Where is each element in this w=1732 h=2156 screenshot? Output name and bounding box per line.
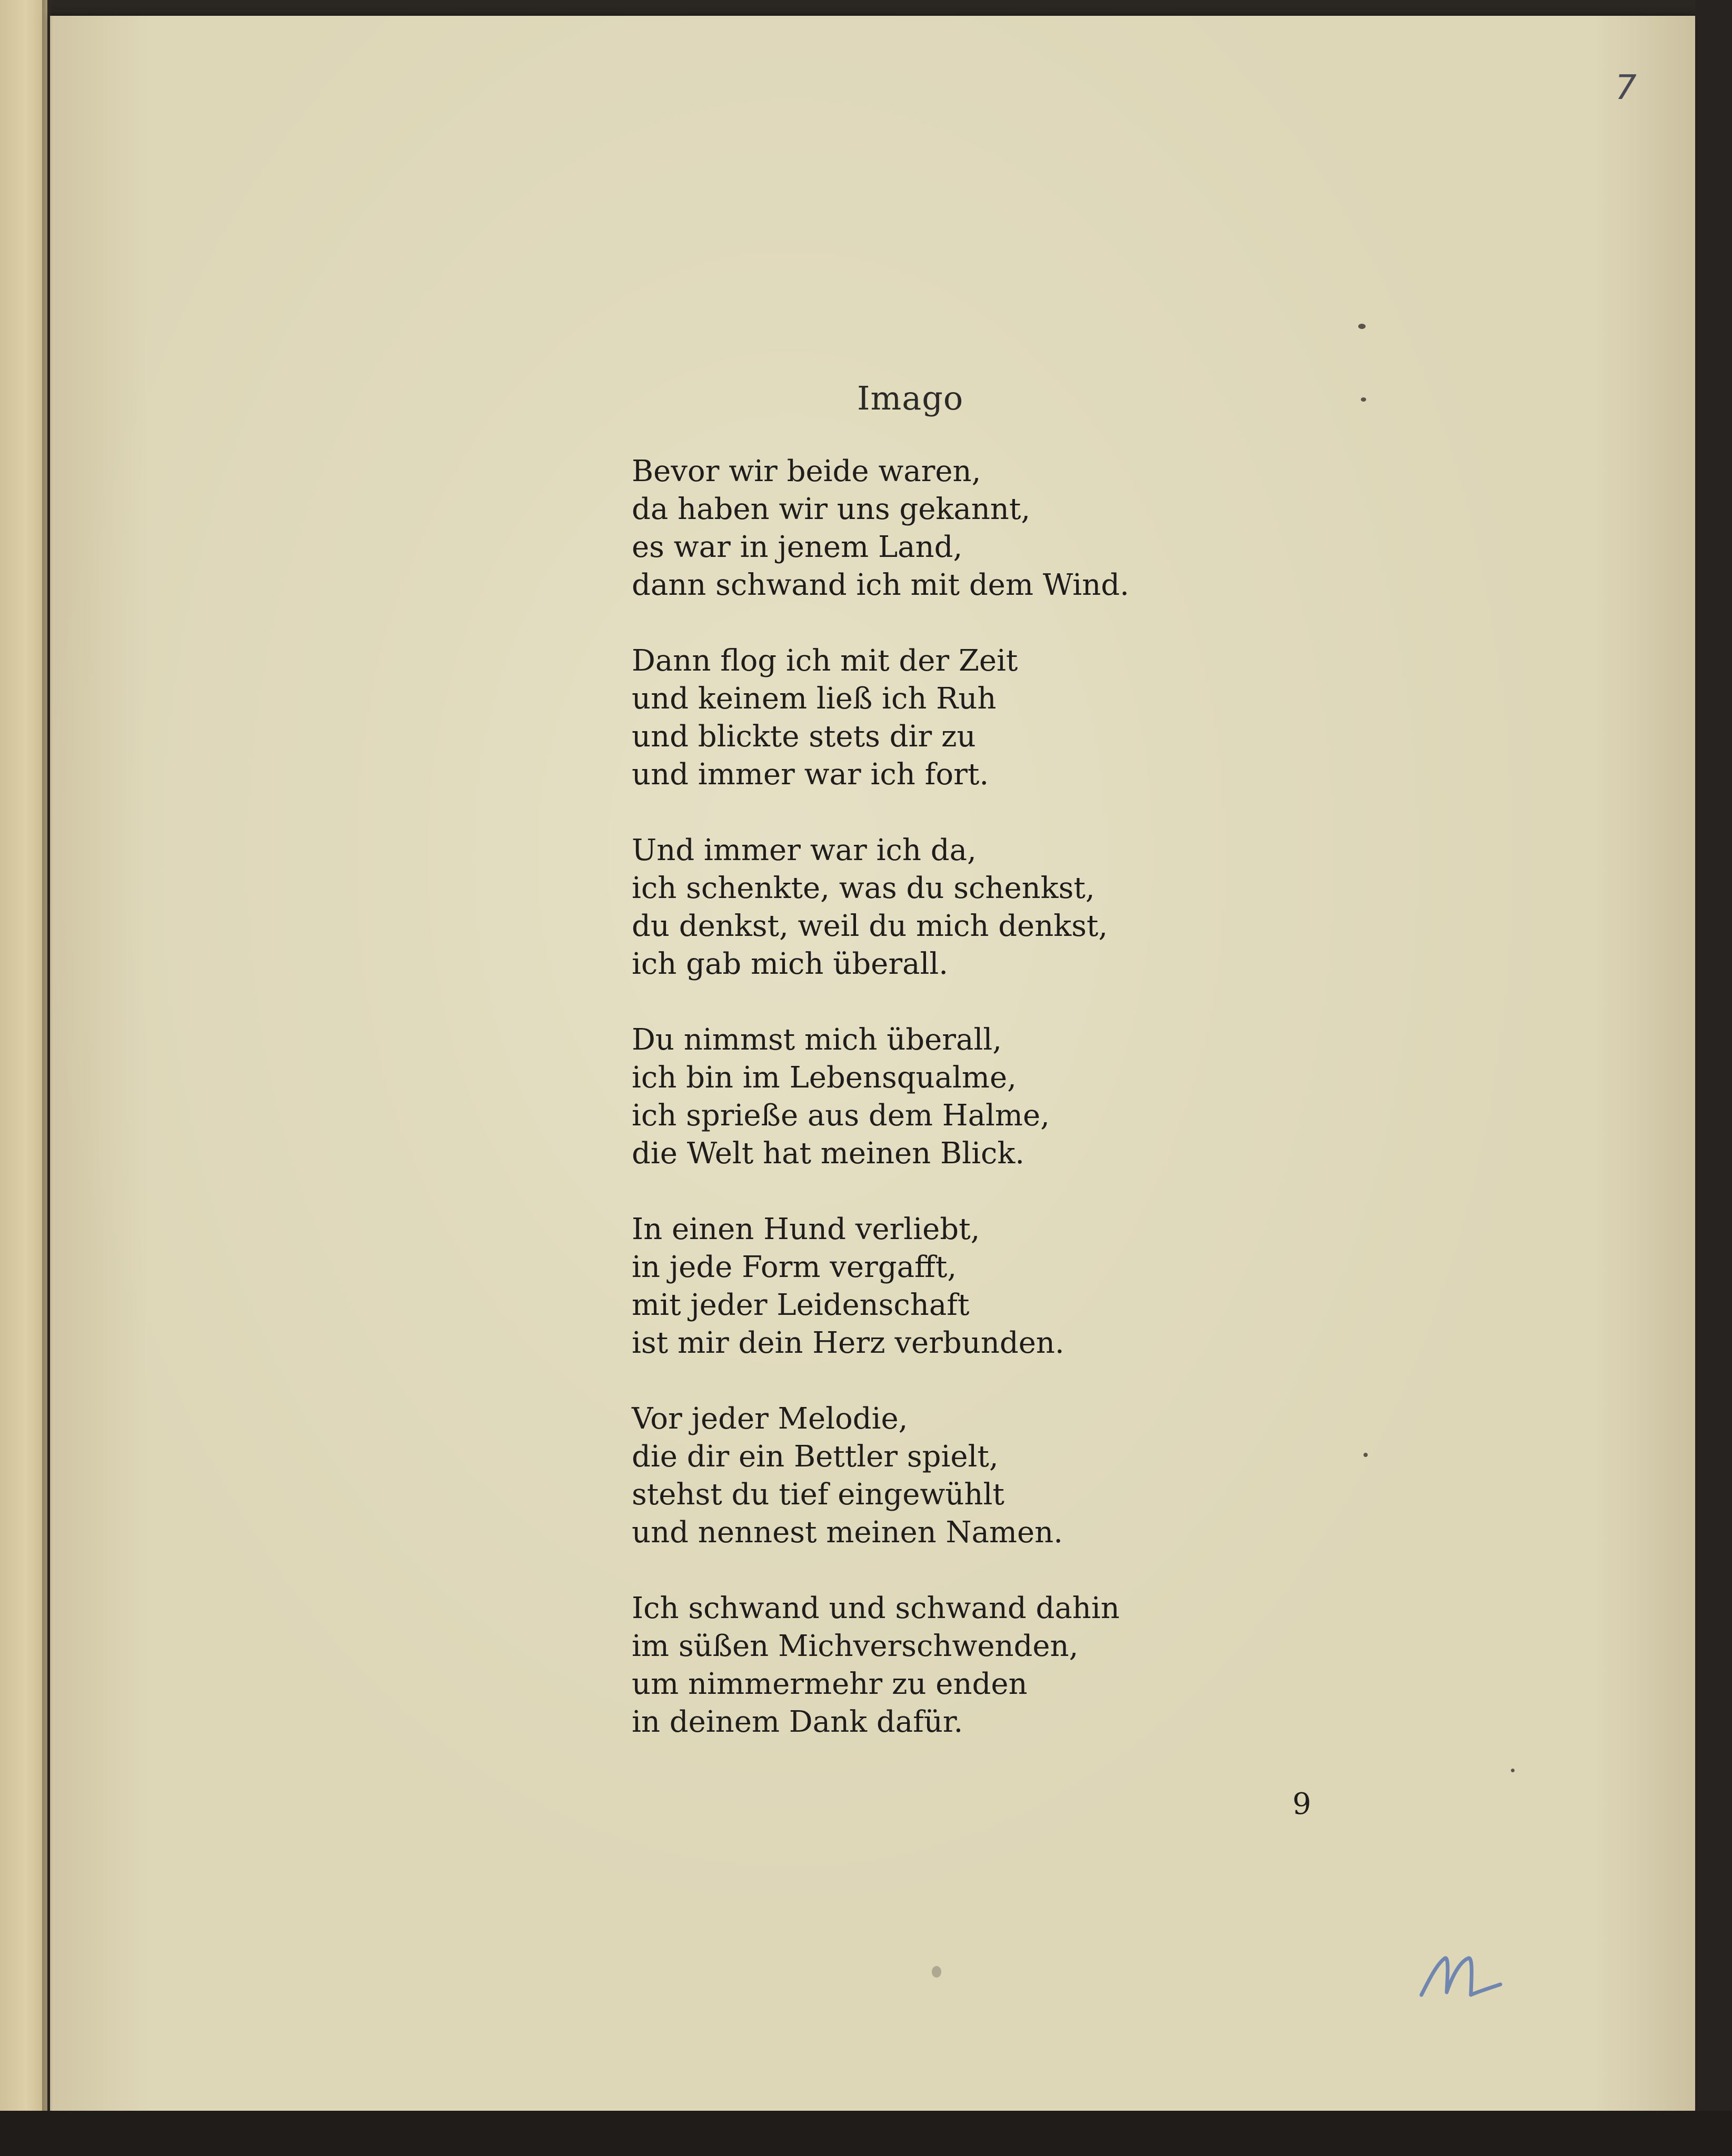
- page-number: 9: [1292, 1787, 1311, 1821]
- poem-line: und immer war ich fort.: [632, 757, 989, 792]
- poem-line: dann schwand ich mit dem Wind.: [632, 568, 1129, 602]
- stanza-2: [632, 642, 1184, 794]
- poem-line: Ich schwand und schwand dahin: [632, 1591, 1120, 1625]
- paper-speck: [932, 1966, 941, 1978]
- poem-body: [632, 453, 1184, 1779]
- poem-line: es war in jenem Land,: [632, 530, 963, 564]
- poem-line: im süßen Michverschwenden,: [632, 1629, 1079, 1663]
- poem-line: die Welt hat meinen Blick.: [632, 1136, 1025, 1171]
- stanza-7: [632, 1590, 1184, 1741]
- book-spine-edge: [0, 0, 47, 2156]
- poem-line: Du nimmst mich überall,: [632, 1023, 1002, 1057]
- poem-line: ich schenkte, was du schenkst,: [632, 871, 1095, 905]
- poem-line: in jede Form vergafft,: [632, 1250, 957, 1284]
- page-bottom-background: [0, 2111, 1732, 2156]
- poem-line: Dann flog ich mit der Zeit: [632, 644, 1018, 678]
- poem-line: und keinem ließ ich Ruh: [632, 682, 997, 716]
- stanza-5: [632, 1211, 1184, 1362]
- poem-line: und blickte stets dir zu: [632, 720, 976, 754]
- stanza-1: [632, 453, 1184, 604]
- paper-speck: [1358, 324, 1366, 329]
- paper-speck: [1361, 397, 1366, 402]
- poem-title: Imago: [857, 379, 964, 417]
- handwritten-folio-number: 7: [1615, 68, 1637, 107]
- poem-line: ich sprieße aus dem Halme,: [632, 1099, 1050, 1133]
- stanza-6: [632, 1400, 1184, 1552]
- paper-speck: [1511, 1769, 1515, 1772]
- poem-line: In einen Hund verliebt,: [632, 1212, 980, 1246]
- stanza-4: [632, 1021, 1184, 1173]
- poem-line: in deinem Dank dafür.: [632, 1705, 963, 1739]
- poem-line: und nennest meinen Namen.: [632, 1515, 1063, 1550]
- gutter-shadow: [42, 0, 53, 2156]
- poem-line: ich bin im Lebensqualme,: [632, 1061, 1017, 1095]
- pencil-mark-icon: [1416, 1942, 1506, 2005]
- poem-line: stehst du tief eingewühlt: [632, 1478, 1004, 1512]
- poem-line: Und immer war ich da,: [632, 833, 977, 867]
- page-right-background: [1695, 0, 1732, 2156]
- poem-line: die dir ein Bettler spielt,: [632, 1440, 999, 1474]
- poem-line: Bevor wir beide waren,: [632, 454, 981, 488]
- poem-line: Vor jeder Melodie,: [632, 1402, 908, 1436]
- poem-line: da haben wir uns gekannt,: [632, 492, 1031, 526]
- stanza-3: [632, 832, 1184, 983]
- poem-line: mit jeder Leidenschaft: [632, 1288, 970, 1322]
- paper-speck: [1363, 1453, 1368, 1457]
- poem-line: um nimmermehr zu enden: [632, 1667, 1028, 1701]
- poem-line: ich gab mich überall.: [632, 947, 949, 981]
- poem-line: du denkst, weil du mich denkst,: [632, 909, 1108, 943]
- poem-line: ist mir dein Herz verbunden.: [632, 1326, 1064, 1360]
